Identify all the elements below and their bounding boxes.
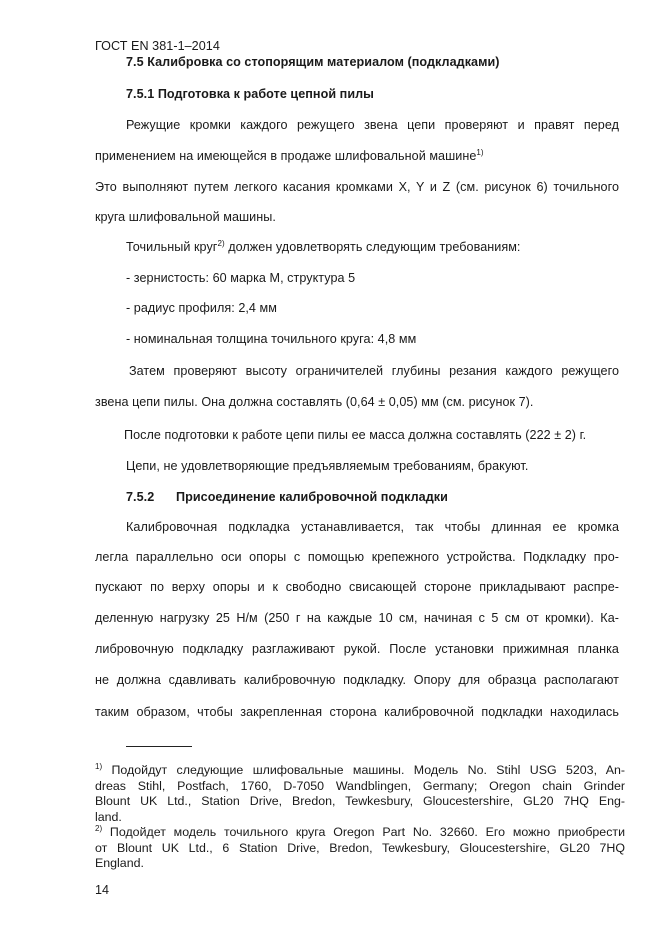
paragraph-line: Цепи, не удовлетворяющие предъявляемым требованиям, бракуют. (126, 459, 529, 473)
footnote-text: Подойдут следующие шлифовальные машины. Модель No. Stihl USG 5203, An- (102, 763, 625, 777)
paragraph-line: Это выполняют путем легкого касания кромками X, Y и Z (см. рисунок 6) точильного (95, 180, 619, 194)
paragraph-line: легла параллельно оси опоры с помощью крепежного устройства. Подкладку про- (95, 550, 619, 564)
section-heading (126, 54, 500, 70)
footnote-ref: 2) (217, 239, 225, 248)
paragraph-line: круга шлифовальной машины. (95, 210, 276, 224)
document-header: ГОСТ EN 381-1–2014 (95, 39, 220, 53)
paragraph-line: не должна сдавливать калибровочную подкладку. Опору для образца располагают (95, 673, 619, 687)
footnote-ref: 1) (476, 148, 484, 157)
subsection-heading-7-5-1 (126, 86, 374, 102)
paragraph-line: Калибровочная подкладка устанавливается, так чтобы длинная ее кромка (126, 520, 619, 534)
footnote-line: от Blount UK Ltd., 6 Station Drive, Bredon, Tewkesbury, Gloucestershire, GL20 7HQ (95, 840, 625, 855)
paragraph-line: пускают по верху опоры и к свободно свисающей стороне прикладывают распре- (95, 580, 619, 594)
paragraph-line: таким образом, чтобы закрепленная сторона калибровочной подкладки находилась (95, 705, 619, 719)
paragraph-line: После подготовки к работе цепи пилы ее масса должна составлять (222 ± 2) г. (124, 428, 587, 442)
subsection-number: 7.5.1 (126, 87, 155, 101)
footnote-line (95, 825, 625, 841)
list-item: - зернистость: 60 марка М, структура 5 (126, 271, 356, 285)
footnote-text: Подойдет модель точильного круга Oregon Part No. 32660. Его можно приобрести (102, 825, 625, 839)
paragraph-line: либровочную подкладку разглаживают рукой. После установки прижимная планка (95, 642, 619, 656)
footnote-line: Blount UK Ltd., Station Drive, Bredon, Tewkesbury, Gloucestershire, GL20 7HQ Eng- (95, 794, 625, 809)
footnote-line (95, 763, 625, 779)
footnote-line: England. (95, 856, 144, 871)
paragraph-line: Режущие кромки каждого режущего звена цепи проверяют и правят перед (126, 118, 619, 132)
paragraph-text: должен удовлетворять следующим требованиям: (224, 240, 521, 254)
list-item: - радиус профиля: 2,4 мм (126, 301, 277, 315)
paragraph-line (126, 239, 520, 255)
subsection-title: Подготовка к работе цепной пилы (157, 87, 374, 101)
footnote-2 (95, 825, 625, 872)
page-number: 14 (95, 883, 110, 897)
paragraph-text: применением на имеющейся в продаже шлифовальной машине (95, 149, 477, 163)
list-item: - номинальная толщина точильного круга: 4,8 мм (126, 332, 417, 346)
footnote-line: land. (95, 809, 122, 824)
footnote-1 (95, 763, 625, 825)
paragraph-text: Точильный круг (126, 240, 218, 254)
section-title: Калибровка со стопорящим материалом (подкладками) (147, 55, 500, 69)
subsection-title-7-5-2: Присоединение калибровочной подкладки (176, 490, 448, 504)
footnote-separator (126, 746, 192, 747)
paragraph-line: деленную нагрузку 25 Н/м (250 г на каждые 10 см, начиная с 5 см от кромки). Ка- (95, 611, 619, 625)
paragraph-line: Затем проверяют высоту ограничителей глубины резания каждого режущего (129, 364, 619, 378)
footnote-line: dreas Stihl, Postfach, 1760, D-7050 Wandblingen, Germany; Oregon chain Grinder (95, 778, 625, 793)
footnote-mark: 1) (95, 763, 103, 771)
paragraph-line (95, 148, 484, 164)
subsection-number-7-5-2: 7.5.2 (126, 490, 155, 504)
paragraph-line: звена цепи пилы. Она должна составлять (0,64 ± 0,05) мм (см. рисунок 7). (95, 395, 534, 409)
footnote-mark: 2) (95, 825, 103, 833)
section-number: 7.5 (126, 55, 144, 69)
